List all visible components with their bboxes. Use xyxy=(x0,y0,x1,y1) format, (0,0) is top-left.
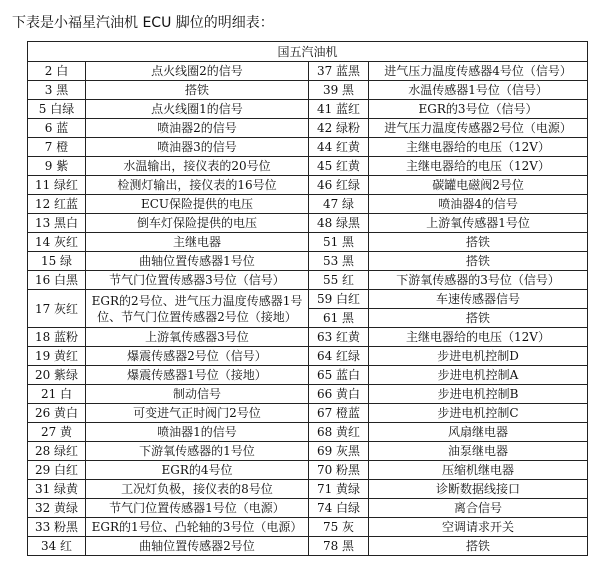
left-function-cell: 主继电器 xyxy=(86,233,309,252)
left-pin-cell: 6 蓝 xyxy=(28,119,86,138)
right-pin-cell: 48 绿黑 xyxy=(309,214,369,233)
right-pin-cell: 61 黑 xyxy=(309,309,369,328)
left-pin-cell: 3 黑 xyxy=(28,81,86,100)
left-pin-cell: 14 灰红 xyxy=(28,233,86,252)
intro-text: 下表是小福星汽油机 ECU 脚位的明细表： xyxy=(12,15,274,31)
right-function-cell: 进气压力温度传感器2号位（电源） xyxy=(369,119,588,138)
left-pin-cell: 13 黑白 xyxy=(28,214,86,233)
left-function-cell: EGR的2号位、进气压力温度传感器1号位、节气门位置传感器2号位（接地） xyxy=(86,290,309,328)
right-pin-cell: 55 红 xyxy=(309,271,369,290)
table-row xyxy=(28,100,588,119)
table-row xyxy=(28,518,588,537)
right-function-cell: 步进电机控制B xyxy=(369,385,588,404)
right-pin-cell: 69 灰黑 xyxy=(309,442,369,461)
right-pin-cell: 59 白红 xyxy=(309,290,369,309)
table-row xyxy=(28,233,588,252)
ecu-pin-table xyxy=(27,41,588,556)
left-function-cell: 爆震传感器2号位（信号） xyxy=(86,347,309,366)
left-pin-cell: 15 绿 xyxy=(28,252,86,271)
right-pin-cell: 63 红黄 xyxy=(309,328,369,347)
right-pin-cell: 45 红黄 xyxy=(309,157,369,176)
table-row xyxy=(28,461,588,480)
right-pin-cell: 42 绿粉 xyxy=(309,119,369,138)
left-pin-cell: 27 黄 xyxy=(28,423,86,442)
right-pin-cell: 71 黄绿 xyxy=(309,480,369,499)
right-pin-cell: 51 黑 xyxy=(309,233,369,252)
right-pin-cell: 39 黑 xyxy=(309,81,369,100)
right-pin-cell: 67 橙蓝 xyxy=(309,404,369,423)
table-row xyxy=(28,290,588,309)
table-row xyxy=(28,385,588,404)
left-function-cell: 上游氧传感器3号位 xyxy=(86,328,309,347)
right-function-cell: 主继电器给的电压（12V） xyxy=(369,138,588,157)
left-function-cell: 水温输出，接仪表的20号位 xyxy=(86,157,309,176)
left-pin-cell: 18 蓝粉 xyxy=(28,328,86,347)
right-pin-cell: 37 蓝黑 xyxy=(309,62,369,81)
right-function-cell: EGR的3号位（信号） xyxy=(369,100,588,119)
left-function-cell: 喷油器1的信号 xyxy=(86,423,309,442)
right-pin-cell: 46 红绿 xyxy=(309,176,369,195)
table-row xyxy=(28,195,588,214)
left-function-cell: 喷油器3的信号 xyxy=(86,138,309,157)
left-function-cell: ECU保险提供的电压 xyxy=(86,195,309,214)
left-pin-cell: 16 白黑 xyxy=(28,271,86,290)
right-function-cell: 压缩机继电器 xyxy=(369,461,588,480)
table-row xyxy=(28,328,588,347)
left-function-cell: 曲轴位置传感器1号位 xyxy=(86,252,309,271)
left-function-cell: EGR的4号位 xyxy=(86,461,309,480)
left-pin-cell: 32 黄绿 xyxy=(28,499,86,518)
right-pin-cell: 78 黑 xyxy=(309,537,369,556)
table-row xyxy=(28,347,588,366)
left-pin-cell: 31 绿黄 xyxy=(28,480,86,499)
left-pin-cell: 9 紫 xyxy=(28,157,86,176)
right-function-cell: 步进电机控制A xyxy=(369,366,588,385)
left-function-cell: 下游氧传感器的1号位 xyxy=(86,442,309,461)
right-function-cell: 主继电器给的电压（12V） xyxy=(369,157,588,176)
left-function-cell: 搭铁 xyxy=(86,81,309,100)
table-row xyxy=(28,176,588,195)
right-pin-cell: 65 蓝白 xyxy=(309,366,369,385)
left-pin-cell: 21 白 xyxy=(28,385,86,404)
right-function-cell: 进气压力温度传感器4号位（信号） xyxy=(369,62,588,81)
right-pin-cell: 66 黄白 xyxy=(309,385,369,404)
table-row xyxy=(28,271,588,290)
right-function-cell: 碳罐电磁阀2号位 xyxy=(369,176,588,195)
right-function-cell: 空调请求开关 xyxy=(369,518,588,537)
left-pin-cell: 2 白 xyxy=(28,62,86,81)
table-title: 国五汽油机 xyxy=(28,42,588,62)
left-pin-cell: 19 黄红 xyxy=(28,347,86,366)
left-pin-cell: 29 白红 xyxy=(28,461,86,480)
left-function-cell: 爆震传感器1号位（接地） xyxy=(86,366,309,385)
left-pin-cell: 33 粉黑 xyxy=(28,518,86,537)
right-pin-cell: 47 绿 xyxy=(309,195,369,214)
table-row xyxy=(28,252,588,271)
left-pin-cell: 7 橙 xyxy=(28,138,86,157)
left-function-cell: 工况灯负极，接仪表的8号位 xyxy=(86,480,309,499)
left-pin-cell: 34 红 xyxy=(28,537,86,556)
right-function-cell: 车速传感器信号 xyxy=(369,290,588,309)
right-function-cell: 水温传感器1号位（信号） xyxy=(369,81,588,100)
right-function-cell: 下游氧传感器的3号位（信号） xyxy=(369,271,588,290)
right-function-cell: 搭铁 xyxy=(369,233,588,252)
table-row xyxy=(28,442,588,461)
right-function-cell: 搭铁 xyxy=(369,252,588,271)
right-function-cell: 主继电器给的电压（12V） xyxy=(369,328,588,347)
right-function-cell: 离合信号 xyxy=(369,499,588,518)
right-pin-cell: 64 红绿 xyxy=(309,347,369,366)
table-row xyxy=(28,119,588,138)
left-function-cell: 点火线圈1的信号 xyxy=(86,100,309,119)
left-function-cell: 可变进气正时阀门2号位 xyxy=(86,404,309,423)
right-function-cell: 搭铁 xyxy=(369,309,588,328)
left-pin-cell: 20 紫绿 xyxy=(28,366,86,385)
left-function-cell: 喷油器2的信号 xyxy=(86,119,309,138)
left-pin-cell: 12 红蓝 xyxy=(28,195,86,214)
right-pin-cell: 44 红黄 xyxy=(309,138,369,157)
right-function-cell: 风扇继电器 xyxy=(369,423,588,442)
right-function-cell: 搭铁 xyxy=(369,537,588,556)
left-function-cell: 制动信号 xyxy=(86,385,309,404)
table-row xyxy=(28,404,588,423)
left-pin-cell: 28 绿红 xyxy=(28,442,86,461)
right-pin-cell: 41 蓝红 xyxy=(309,100,369,119)
right-function-cell: 油泵继电器 xyxy=(369,442,588,461)
table-row xyxy=(28,138,588,157)
table-row xyxy=(28,480,588,499)
left-function-cell: 节气门位置传感器3号位（信号） xyxy=(86,271,309,290)
left-function-cell: 节气门位置传感器1号位（电源） xyxy=(86,499,309,518)
right-function-cell: 步进电机控制C xyxy=(369,404,588,423)
table-row xyxy=(28,423,588,442)
left-function-cell: 点火线圈2的信号 xyxy=(86,62,309,81)
right-pin-cell: 70 粉黑 xyxy=(309,461,369,480)
left-function-cell: 曲轴位置传感器2号位 xyxy=(86,537,309,556)
left-pin-cell: 17 灰红 xyxy=(28,290,86,328)
table-row xyxy=(28,62,588,81)
left-pin-cell: 11 绿红 xyxy=(28,176,86,195)
right-pin-cell: 74 白绿 xyxy=(309,499,369,518)
right-pin-cell: 68 黄红 xyxy=(309,423,369,442)
left-pin-cell: 5 白绿 xyxy=(28,100,86,119)
right-function-cell: 诊断数据线接口 xyxy=(369,480,588,499)
table-row xyxy=(28,366,588,385)
table-row xyxy=(28,214,588,233)
left-function-cell: 倒车灯保险提供的电压 xyxy=(86,214,309,233)
right-pin-cell: 53 黑 xyxy=(309,252,369,271)
left-pin-cell: 26 黄白 xyxy=(28,404,86,423)
table-row xyxy=(28,499,588,518)
table-row xyxy=(28,537,588,556)
right-function-cell: 上游氧传感器1号位 xyxy=(369,214,588,233)
right-function-cell: 步进电机控制D xyxy=(369,347,588,366)
left-function-cell: EGR的1号位、凸轮轴的3号位（电源） xyxy=(86,518,309,537)
table-row xyxy=(28,157,588,176)
left-function-cell: 检测灯输出，接仪表的16号位 xyxy=(86,176,309,195)
right-pin-cell: 75 灰 xyxy=(309,518,369,537)
table-row xyxy=(28,81,588,100)
table-body xyxy=(28,62,588,556)
right-function-cell: 喷油器4的信号 xyxy=(369,195,588,214)
